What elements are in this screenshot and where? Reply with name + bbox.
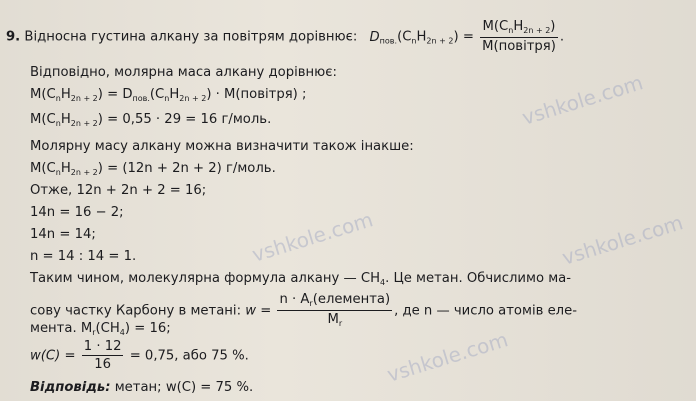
watermark-2: vshkole.com bbox=[249, 207, 376, 267]
equals: = bbox=[462, 29, 474, 45]
density-numerator: $M(C_nH_{2n + 2})$ bbox=[480, 20, 558, 38]
alkane-h: H bbox=[416, 29, 427, 45]
line-step-2: 14n = 14; bbox=[30, 227, 96, 242]
watermark-3: vshkole.com bbox=[559, 210, 686, 270]
alkane-close: ) bbox=[453, 29, 459, 45]
density-denominator: M(повітря) bbox=[482, 39, 556, 54]
line-result: w(C) = $\frac{1 \cdot 12}{16}$ = 0,75, або 75 %. bbox=[30, 339, 249, 373]
alkane-c: (C bbox=[397, 29, 412, 45]
watermark-1: vshkole.com bbox=[519, 70, 646, 130]
alkane-h-sub: 2n + 2 bbox=[426, 36, 454, 46]
alkane-n: n bbox=[411, 36, 417, 46]
result-numerator: 1 · 12 bbox=[82, 340, 124, 356]
result-fraction bbox=[82, 340, 124, 371]
line-step-3: n = 14 : 14 = 1. bbox=[30, 249, 137, 264]
intro-text: Відносна густина алкану за повітрям дорівнює: bbox=[24, 29, 358, 45]
answer-line bbox=[30, 381, 253, 394]
watermark-4: vshkole.com bbox=[384, 327, 511, 387]
line-step-1: 14n = 16 − 2; bbox=[30, 205, 124, 220]
d-symbol: D bbox=[369, 29, 380, 45]
problem-number: 9. bbox=[6, 29, 21, 45]
result-denominator: 16 bbox=[94, 357, 111, 373]
line-alt-formula: $M(C_nH_{2n + 2}) = (12n + 2n + 2)$ г/моль. bbox=[30, 161, 276, 177]
line-molar-mass-formula: $M(C_nH_{2n + 2}) = D_{пов.}(C_nH_{2n + 2})$ · M(повітря) ; bbox=[30, 87, 307, 103]
answer-text: метан; w(C) = 75 %. bbox=[114, 380, 254, 395]
line-molar-mass-intro: Відповідно, молярна маса алкану дорівнює: bbox=[30, 65, 337, 80]
line-methane-mass: мента. $M_r(CH_4) = 16$; bbox=[30, 321, 171, 337]
line-molar-mass-value: $M(C_nH_{2n + 2}) = 0,55 \cdot 29 = 16$ г/моль. bbox=[30, 112, 272, 128]
period: . bbox=[559, 29, 565, 45]
d-sub: пов. bbox=[379, 36, 398, 46]
problem-statement bbox=[6, 20, 564, 53]
line-equation: Отже, 12n + 2n + 2 = 16; bbox=[30, 183, 207, 198]
density-fraction bbox=[480, 20, 558, 53]
answer-label: Відповідь: bbox=[30, 380, 111, 395]
line-alt-method: Молярну масу алкану можна визначити також інакше: bbox=[30, 139, 414, 154]
line-conclusion: Таким чином, молекулярна формула алкану — $CH_4$. Це метан. Обчислимо ма- bbox=[30, 271, 571, 287]
mass-fraction-denominator: $M_r$ bbox=[327, 312, 343, 328]
mass-fraction-numerator: $n \cdot A_r(елемента)$ bbox=[277, 293, 392, 311]
mass-fraction bbox=[277, 293, 392, 328]
line-mass-fraction-formula: сову частку Карбону в метані: w = $\frac{n \cdot A_r(елемента)}{M_r}$ , де n — число атомів еле- bbox=[30, 292, 577, 328]
